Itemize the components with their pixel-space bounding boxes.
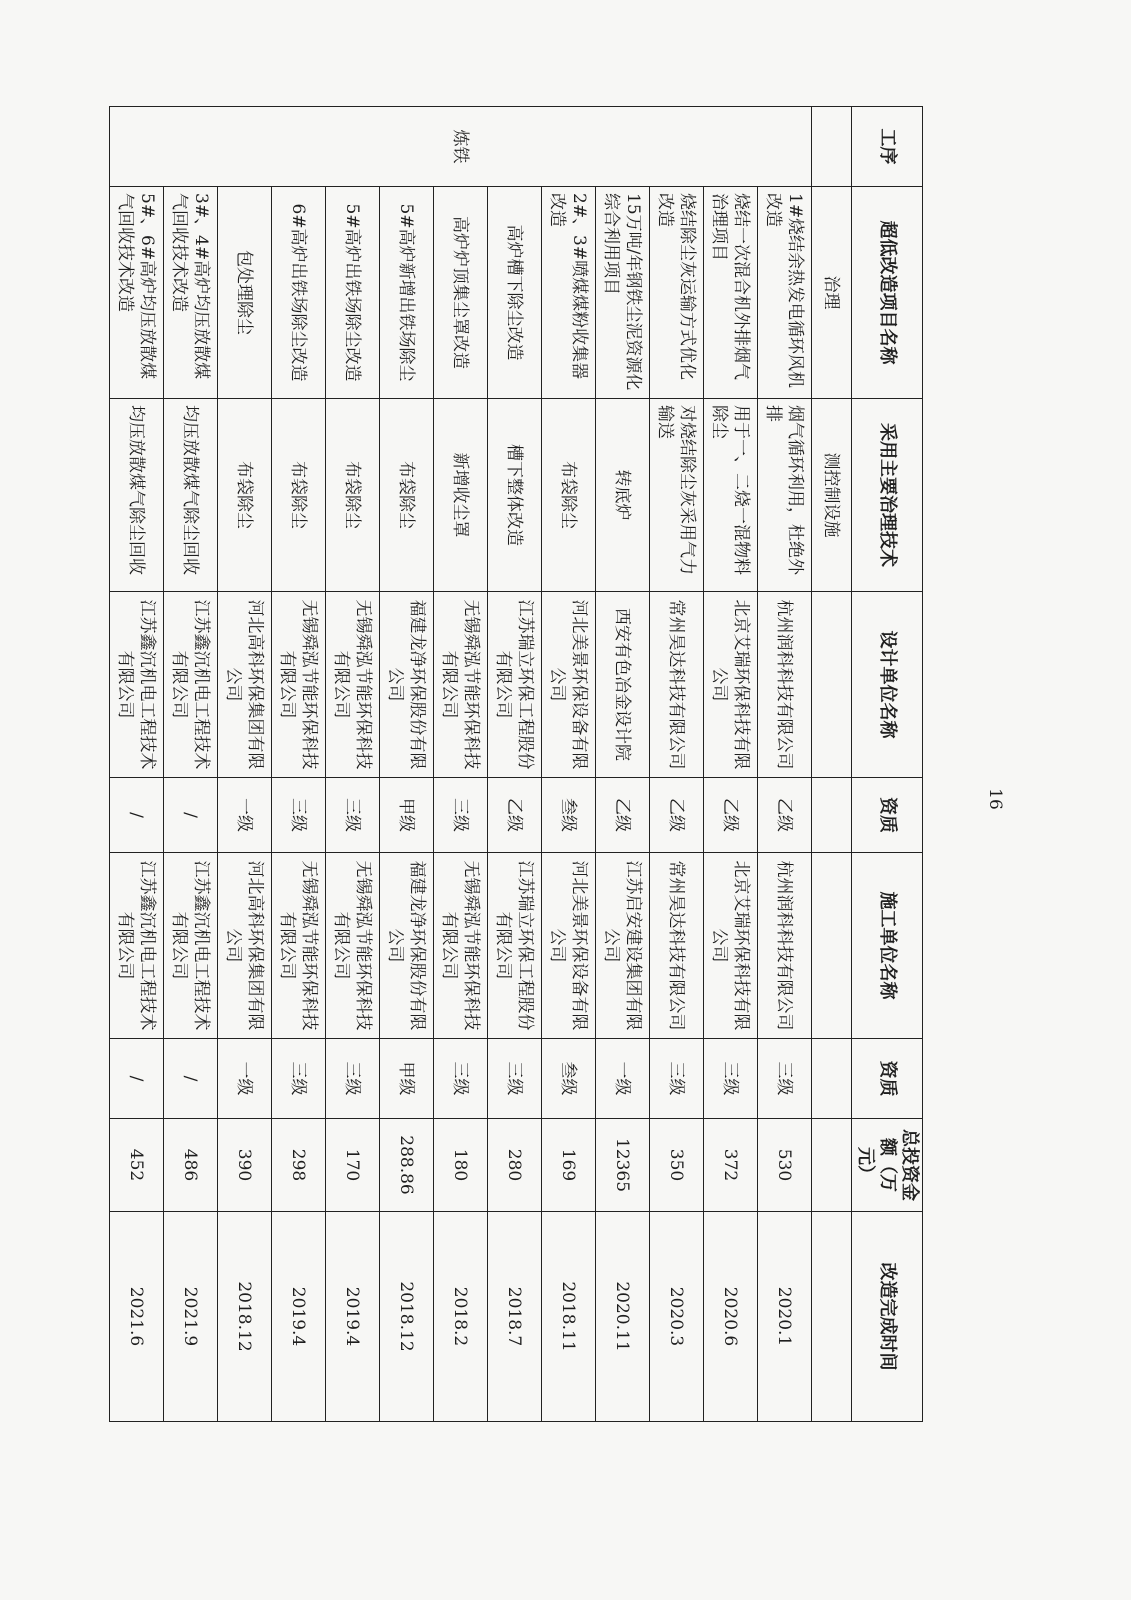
table-row xyxy=(758,107,812,1422)
time-cell: 2020.6 xyxy=(704,1212,758,1422)
designer-qualification-cell: 乙级 xyxy=(758,778,812,853)
tech-cell: 布袋除尘 xyxy=(542,399,596,592)
designer-qualification-cell: 乙级 xyxy=(596,778,650,853)
header-builder: 施工单位名称 xyxy=(852,853,923,1039)
time-cell xyxy=(812,1212,852,1422)
designer-qualification-cell: 乙级 xyxy=(650,778,704,853)
project-cell: 1#烧结余热发电循环风机改造 xyxy=(758,187,812,399)
project-cell: 2#、3#喷煤煤粉收集器改造 xyxy=(542,187,596,399)
builder-qualification-cell: / xyxy=(164,1039,218,1119)
amount-cell: 288.86 xyxy=(380,1119,434,1212)
time-cell: 2021.9 xyxy=(164,1212,218,1422)
tech-cell: 测控制设施 xyxy=(812,399,852,592)
header-designer-qualification: 资质 xyxy=(852,778,923,853)
builder-qualification-cell: 叁级 xyxy=(542,1039,596,1119)
builder-cell xyxy=(812,853,852,1039)
table-row xyxy=(812,107,852,1422)
time-cell: 2021.6 xyxy=(110,1212,164,1422)
builder-qualification-cell: 三级 xyxy=(326,1039,380,1119)
amount-cell: 372 xyxy=(704,1119,758,1212)
amount-cell: 169 xyxy=(542,1119,596,1212)
builder-qualification-cell: 三级 xyxy=(272,1039,326,1119)
designer-cell: 江苏鑫沉机电工程技术有限公司 xyxy=(110,592,164,778)
amount-cell xyxy=(812,1119,852,1212)
designer-qualification-cell: / xyxy=(164,778,218,853)
time-cell: 2018.12 xyxy=(218,1212,272,1422)
time-cell: 2019.4 xyxy=(272,1212,326,1422)
project-cell: 3#、4#高炉均压放散煤气回收技术改造 xyxy=(164,187,218,399)
page-number: 16 xyxy=(985,788,1005,810)
builder-cell: 江苏瑞立环保工程股份有限公司 xyxy=(488,853,542,1039)
tech-cell: 布袋除尘 xyxy=(272,399,326,592)
amount-cell: 530 xyxy=(758,1119,812,1212)
designer-qualification-cell: 叁级 xyxy=(542,778,596,853)
designer-qualification-cell: 甲级 xyxy=(380,778,434,853)
amount-cell: 12365 xyxy=(596,1119,650,1212)
project-cell: 6#高炉出铁场除尘改造 xyxy=(272,187,326,399)
designer-qualification-cell: / xyxy=(110,778,164,853)
time-cell: 2019.4 xyxy=(326,1212,380,1422)
table-row xyxy=(704,107,758,1422)
time-cell: 2018.12 xyxy=(380,1212,434,1422)
designer-cell: 杭州润科科技有限公司 xyxy=(758,592,812,778)
designer-cell xyxy=(812,592,852,778)
designer-cell: 无锡舜泓节能环保科技有限公司 xyxy=(272,592,326,778)
designer-cell: 无锡舜泓节能环保科技有限公司 xyxy=(434,592,488,778)
header-amount: 总投资金额（万元） xyxy=(852,1119,923,1212)
tech-cell: 布袋除尘 xyxy=(326,399,380,592)
amount-cell: 180 xyxy=(434,1119,488,1212)
table-row xyxy=(488,107,542,1422)
designer-cell: 无锡舜泓节能环保科技有限公司 xyxy=(326,592,380,778)
builder-qualification-cell: / xyxy=(110,1039,164,1119)
table-row xyxy=(596,107,650,1422)
designer-cell: 北京艾瑞环保科技有限公司 xyxy=(704,592,758,778)
amount-cell: 170 xyxy=(326,1119,380,1212)
builder-cell: 无锡舜泓节能环保科技有限公司 xyxy=(272,853,326,1039)
tech-cell: 对烧结除尘灰采用气力输送 xyxy=(650,399,704,592)
builder-cell: 江苏鑫沉机电工程技术有限公司 xyxy=(164,853,218,1039)
tech-cell: 烟气循环利用，杜绝外排 xyxy=(758,399,812,592)
table-row xyxy=(272,107,326,1422)
renovation-schedule-table xyxy=(109,106,923,1422)
designer-qualification-cell: 一级 xyxy=(218,778,272,853)
project-cell: 5#高炉新增出铁场除尘 xyxy=(380,187,434,399)
designer-qualification-cell: 三级 xyxy=(434,778,488,853)
header-designer: 设计单位名称 xyxy=(852,592,923,778)
designer-cell: 江苏瑞立环保工程股份有限公司 xyxy=(488,592,542,778)
time-cell: 2018.2 xyxy=(434,1212,488,1422)
project-cell: 15万吨/年钢铁尘泥资源化综合利用项目 xyxy=(596,187,650,399)
time-cell: 2020.3 xyxy=(650,1212,704,1422)
header-tech: 采用主要治理技术 xyxy=(852,399,923,592)
time-cell: 2018.7 xyxy=(488,1212,542,1422)
header-time: 改造完成时间 xyxy=(852,1212,923,1422)
table-row xyxy=(218,107,272,1422)
table-row xyxy=(380,107,434,1422)
project-cell: 5#、6#高炉均压放散煤气回收技术改造 xyxy=(110,187,164,399)
builder-cell: 北京艾瑞环保科技有限公司 xyxy=(704,853,758,1039)
time-cell: 2020.1 xyxy=(758,1212,812,1422)
builder-cell: 河北高科环保集团有限公司 xyxy=(218,853,272,1039)
table-row xyxy=(110,107,164,1422)
table-row xyxy=(326,107,380,1422)
designer-cell: 西安有色冶金设计院 xyxy=(596,592,650,778)
builder-cell: 无锡舜泓节能环保科技有限公司 xyxy=(326,853,380,1039)
header-builder-qualification: 资质 xyxy=(852,1039,923,1119)
table-row xyxy=(164,107,218,1422)
builder-cell: 河北美景环保设备有限公司 xyxy=(542,853,596,1039)
table-row xyxy=(542,107,596,1422)
project-cell: 治理 xyxy=(812,187,852,399)
designer-qualification-cell: 三级 xyxy=(326,778,380,853)
builder-qualification-cell: 三级 xyxy=(758,1039,812,1119)
header-process: 工序 xyxy=(852,107,923,187)
builder-cell: 无锡舜泓节能环保科技有限公司 xyxy=(434,853,488,1039)
tech-cell: 新增收尘罩 xyxy=(434,399,488,592)
builder-qualification-cell xyxy=(812,1039,852,1119)
time-cell: 2020.11 xyxy=(596,1212,650,1422)
table-row xyxy=(434,107,488,1422)
project-cell: 高炉炉顶集尘罩改造 xyxy=(434,187,488,399)
project-cell: 5#高炉出铁场除尘改造 xyxy=(326,187,380,399)
designer-qualification-cell: 三级 xyxy=(272,778,326,853)
tech-cell: 均压放散煤气除尘回收 xyxy=(110,399,164,592)
amount-cell: 390 xyxy=(218,1119,272,1212)
project-cell: 包处理除尘 xyxy=(218,187,272,399)
builder-qualification-cell: 一级 xyxy=(218,1039,272,1119)
project-cell: 高炉槽下除尘改造 xyxy=(488,187,542,399)
amount-cell: 486 xyxy=(164,1119,218,1212)
header-project: 超低改造项目名称 xyxy=(852,187,923,399)
project-cell: 烧结除尘灰运输方式优化改造 xyxy=(650,187,704,399)
table-container xyxy=(115,106,923,1421)
designer-cell: 福建龙净环保股份有限公司 xyxy=(380,592,434,778)
builder-cell: 杭州润科科技有限公司 xyxy=(758,853,812,1039)
designer-qualification-cell xyxy=(812,778,852,853)
process-group-cell: 炼铁 xyxy=(110,107,812,187)
amount-cell: 350 xyxy=(650,1119,704,1212)
project-cell: 烧结一次混合机外排烟气治理项目 xyxy=(704,187,758,399)
designer-cell: 河北美景环保设备有限公司 xyxy=(542,592,596,778)
process-cell xyxy=(812,107,852,187)
amount-cell: 452 xyxy=(110,1119,164,1212)
designer-qualification-cell: 乙级 xyxy=(488,778,542,853)
builder-qualification-cell: 三级 xyxy=(704,1039,758,1119)
builder-qualification-cell: 三级 xyxy=(488,1039,542,1119)
builder-qualification-cell: 三级 xyxy=(434,1039,488,1119)
designer-cell: 常州昊达科技有限公司 xyxy=(650,592,704,778)
tech-cell: 用于一、二烧一混物料除尘 xyxy=(704,399,758,592)
builder-qualification-cell: 甲级 xyxy=(380,1039,434,1119)
table-row xyxy=(650,107,704,1422)
builder-cell: 江苏鑫沉机电工程技术有限公司 xyxy=(110,853,164,1039)
tech-cell: 转底炉 xyxy=(596,399,650,592)
header-row xyxy=(852,107,923,1422)
designer-qualification-cell: 乙级 xyxy=(704,778,758,853)
designer-cell: 河北高科环保集团有限公司 xyxy=(218,592,272,778)
tech-cell: 布袋除尘 xyxy=(380,399,434,592)
builder-qualification-cell: 三级 xyxy=(650,1039,704,1119)
amount-cell: 280 xyxy=(488,1119,542,1212)
builder-qualification-cell: 一级 xyxy=(596,1039,650,1119)
builder-cell: 常州昊达科技有限公司 xyxy=(650,853,704,1039)
tech-cell: 布袋除尘 xyxy=(218,399,272,592)
amount-cell: 298 xyxy=(272,1119,326,1212)
builder-cell: 福建龙净环保股份有限公司 xyxy=(380,853,434,1039)
tech-cell: 槽下整体改造 xyxy=(488,399,542,592)
builder-cell: 江苏启安建设集团有限公司 xyxy=(596,853,650,1039)
time-cell: 2018.11 xyxy=(542,1212,596,1422)
tech-cell: 均压放散煤气除尘回收 xyxy=(164,399,218,592)
designer-cell: 江苏鑫沉机电工程技术有限公司 xyxy=(164,592,218,778)
